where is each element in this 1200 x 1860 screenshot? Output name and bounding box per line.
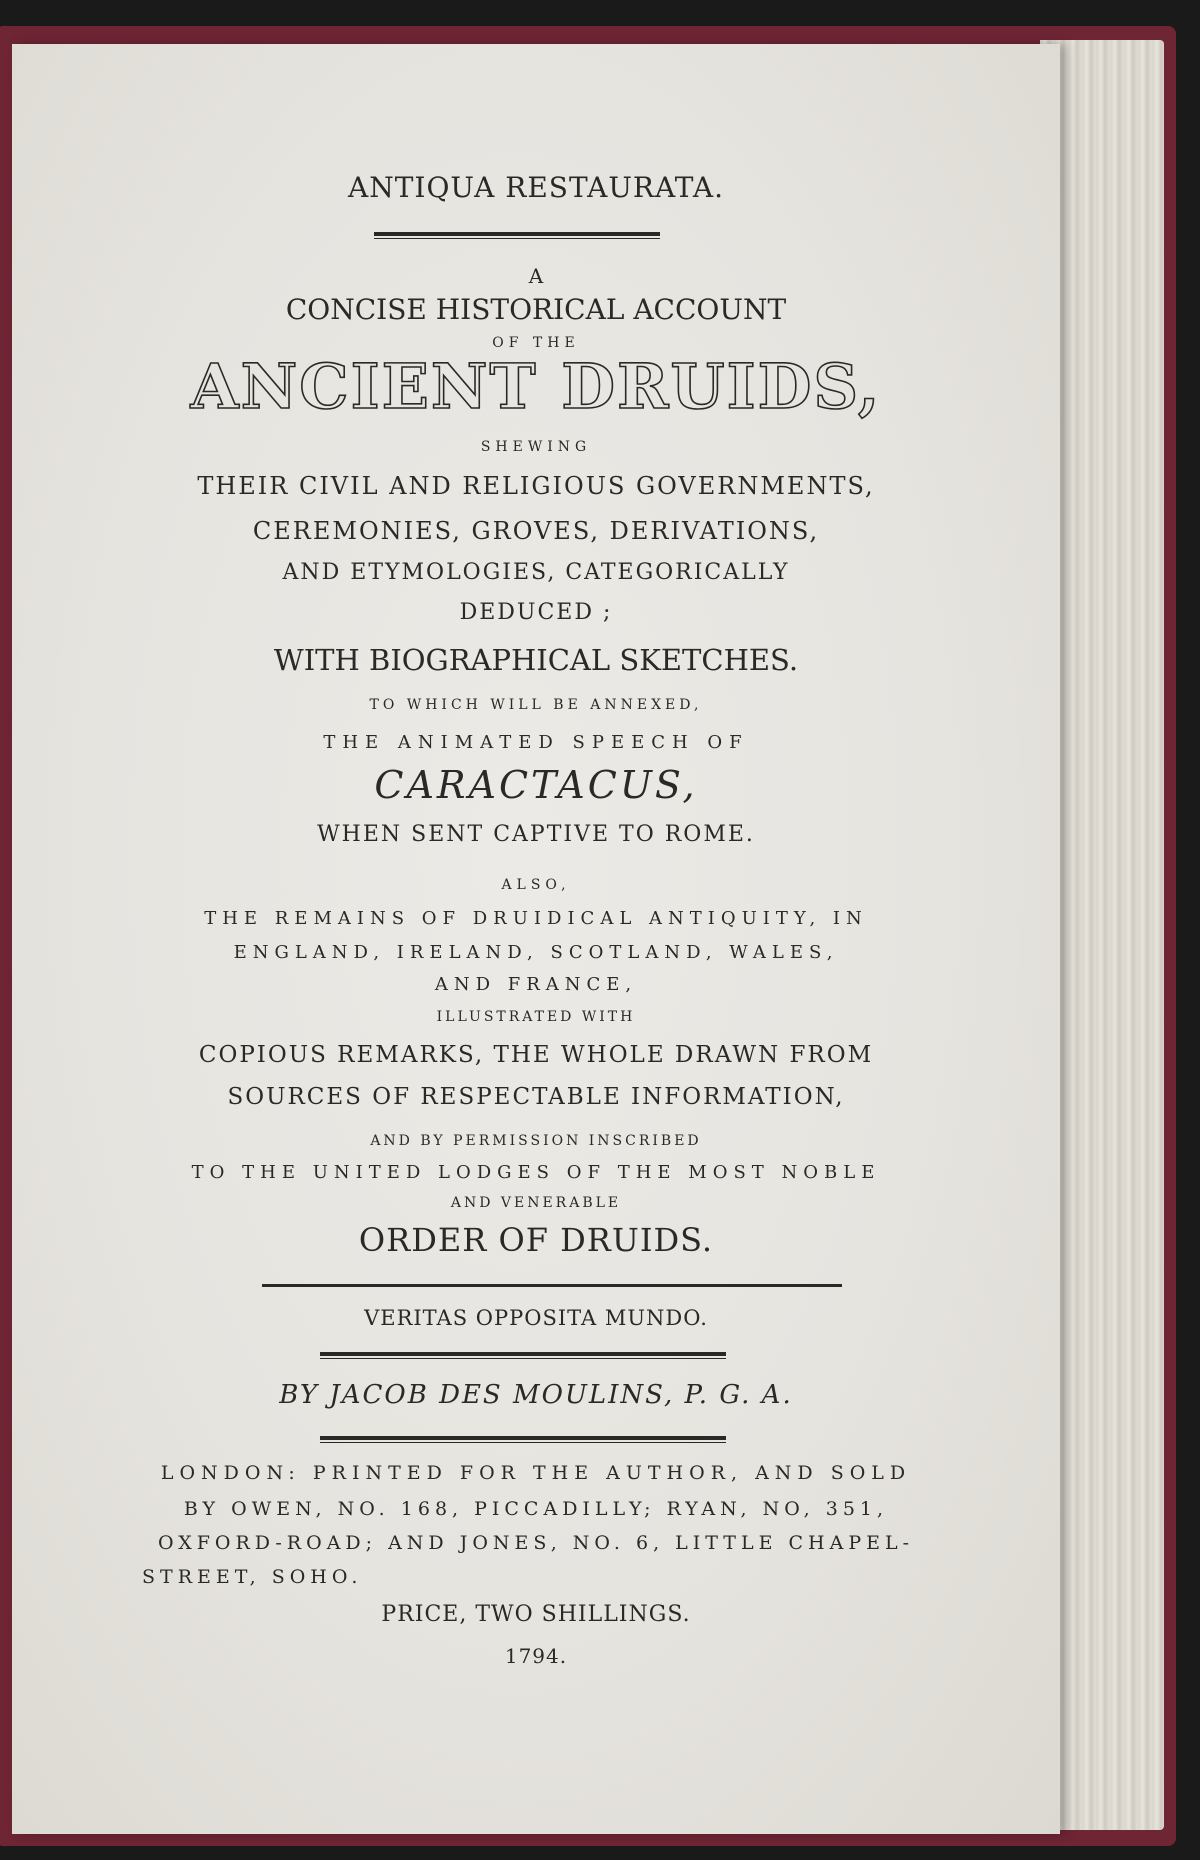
rule-3 [320, 1352, 726, 1359]
permission-line: AND BY PERMISSION INSCRIBED [370, 1133, 702, 1149]
rule-4 [320, 1436, 726, 1443]
shewing: SHEWING [480, 439, 592, 455]
sources-line: SOURCES OF RESPECTABLE INFORMATION, [227, 1084, 845, 1110]
to-which: TO WHICH WILL BE ANNEXED, [369, 697, 703, 713]
illustrated-with: ILLUSTRATED WITH [436, 1009, 636, 1025]
also: ALSO, [501, 877, 571, 893]
imprint-line-1: LONDON: PRINTED FOR THE AUTHOR, AND SOLD [160, 1462, 912, 1484]
order-of-druids: ORDER OF DRUIDS. [358, 1221, 714, 1259]
desc-line-3: AND ETYMOLOGIES, CATEGORICALLY [282, 560, 790, 585]
of-the: OF THE [492, 335, 580, 351]
desc-line-4: DEDUCED ; [459, 600, 613, 625]
caractacus: CARACTACUS, [374, 763, 698, 807]
rule-1 [374, 232, 660, 239]
desc-line-1: THEIR CIVIL AND RELIGIOUS GOVERNMENTS, [197, 472, 875, 500]
countries-line: ENGLAND, IRELAND, SCOTLAND, WALES, [233, 942, 839, 963]
and-france: AND FRANCE, [434, 974, 638, 995]
author-line: BY JACOB DES MOULINS, P. G. A. [279, 1380, 793, 1410]
and-venerable: AND VENERABLE [450, 1195, 622, 1211]
motto: VERITAS OPPOSITA MUNDO. [364, 1306, 708, 1330]
main-title: ANCIENT DRUIDS, [190, 350, 882, 423]
subtitle-concise: CONCISE HISTORICAL ACCOUNT [285, 293, 787, 326]
title-page [12, 44, 1060, 1834]
with-biographical: WITH BIOGRAPHICAL SKETCHES. [273, 643, 799, 677]
article-a: A [528, 264, 544, 288]
price: PRICE, TWO SHILLINGS. [381, 1602, 691, 1627]
rule-2 [262, 1284, 842, 1287]
publication-year: 1794. [504, 1644, 568, 1668]
imprint-line-4: STREET, SOHO. [142, 1566, 363, 1588]
desc-line-2: CEREMONIES, GROVES, DERIVATIONS, [252, 517, 820, 545]
running-title: ANTIQUA RESTAURATA. [348, 171, 724, 204]
imprint-line-2: BY OWEN, NO. 168, PICCADILLY; RYAN, NO, 351, [183, 1498, 889, 1520]
imprint-line-3: OXFORD-ROAD; AND JONES, NO. 6, LITTLE CHAPEL- [157, 1532, 915, 1554]
remains-line: THE REMAINS OF DRUIDICAL ANTIQUITY, IN [204, 908, 868, 929]
animated-speech: THE ANIMATED SPEECH OF [323, 732, 749, 753]
copious-remarks: COPIOUS REMARKS, THE WHOLE DRAWN FROM [198, 1042, 874, 1068]
united-lodges: TO THE UNITED LODGES OF THE MOST NOBLE [191, 1162, 881, 1183]
title-page-text [12, 44, 1060, 1834]
when-sent: WHEN SENT CAPTIVE TO ROME. [317, 822, 755, 847]
